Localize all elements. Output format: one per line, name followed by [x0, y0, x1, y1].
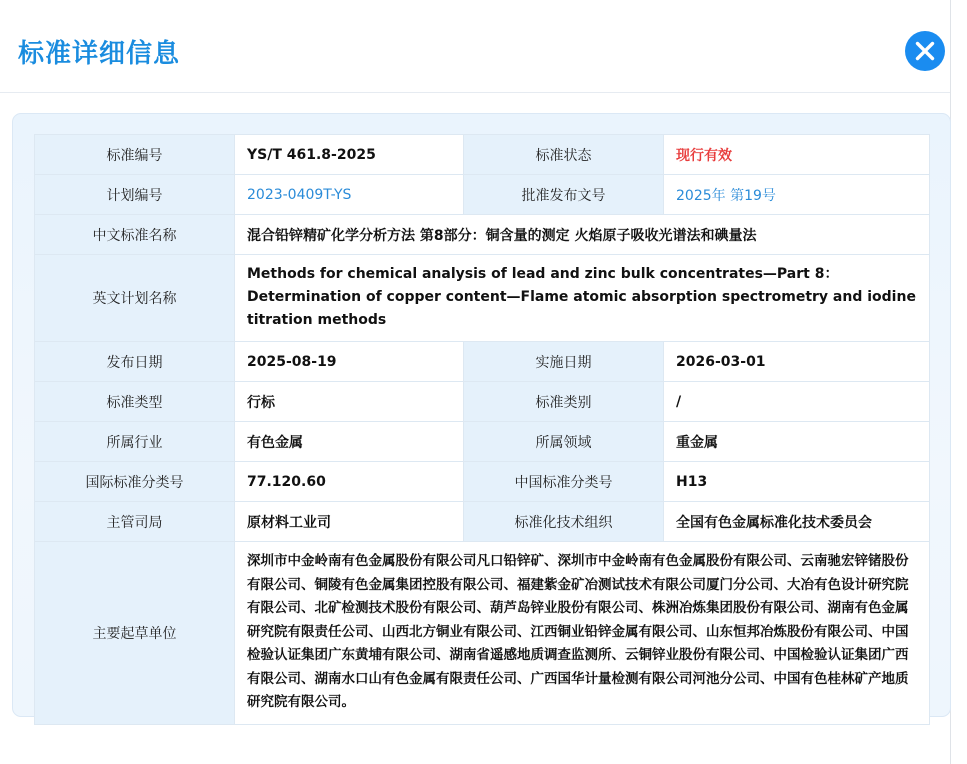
drafters-value: 深圳市中金岭南有色金属股份有限公司凡口铅锌矿、深圳市中金岭南有色金属股份有限公司、云南驰宏锌锗股份有限公司、铜陵有色金属集团控股有限公司、福建紫金矿冶测试技术有限公司厦门分公司、大冶有色设计研究院有限公司、北矿检测技术股份有限公司、葫芦岛锌业股份有限公司、株洲冶炼集团股份有限公司、湖南有色金属研究院有限责任公司、山西北方铜业有限公司、江西铜业铅锌金属有限公司、山东恒邦冶炼股份有限公司、中国检验认证集团广东黄埔有限公司、湖南省遥感地质调查监测所、云铜锌业股份有限公司、中国检验认证集团广西有限公司、湖南水口山有色金属有限责任公司、广西国华计量检测有限公司河池分公司、中国有色桂林矿产地质研究院有限公司。 [235, 542, 930, 725]
standard-status-label: 标准状态 [464, 135, 664, 175]
table-row [35, 215, 930, 255]
dialog-header [0, 0, 950, 93]
table-row [35, 462, 930, 502]
approval-doc-link[interactable]: 2025年 第19号 [664, 175, 930, 215]
impl-date-value: 2026-03-01 [664, 342, 930, 382]
ccs-label: 中国标准分类号 [464, 462, 664, 502]
close-button[interactable] [905, 31, 945, 71]
category-label: 标准类别 [464, 382, 664, 422]
dialog-title: 标准详细信息 [18, 39, 181, 69]
plan-number-label: 计划编号 [35, 175, 235, 215]
background-edge [951, 0, 967, 764]
table-row [35, 422, 930, 462]
standard-number-value: YS/T 461.8-2025 [235, 135, 464, 175]
ics-value: 77.120.60 [235, 462, 464, 502]
detail-card [12, 113, 951, 717]
release-date-value: 2025-08-19 [235, 342, 464, 382]
drafters-label: 主要起草单位 [35, 542, 235, 725]
standard-status-value: 现行有效 [664, 135, 930, 175]
type-value: 行标 [235, 382, 464, 422]
standard-number-label: 标准编号 [35, 135, 235, 175]
en-name-value: Methods for chemical analysis of lead and zinc bulk concentrates—Part 8：Determination of copper content—Flame atomic absorption spectrometry and iodine titration methods [235, 255, 930, 342]
cn-name-label: 中文标准名称 [35, 215, 235, 255]
industry-value: 有色金属 [235, 422, 464, 462]
table-row [35, 382, 930, 422]
cn-name-value: 混合铅锌精矿化学分析方法 第8部分：铜含量的测定 火焰原子吸收光谱法和碘量法 [235, 215, 930, 255]
tech-org-label: 标准化技术组织 [464, 502, 664, 542]
table-row [35, 135, 930, 175]
authority-label: 主管司局 [35, 502, 235, 542]
ics-label: 国际标准分类号 [35, 462, 235, 502]
close-icon [905, 31, 945, 71]
table-row [35, 175, 930, 215]
tech-org-value: 全国有色金属标准化技术委员会 [664, 502, 930, 542]
type-label: 标准类型 [35, 382, 235, 422]
release-date-label: 发布日期 [35, 342, 235, 382]
en-name-label: 英文计划名称 [35, 255, 235, 342]
approval-doc-label: 批准发布文号 [464, 175, 664, 215]
industry-label: 所属行业 [35, 422, 235, 462]
impl-date-label: 实施日期 [464, 342, 664, 382]
domain-label: 所属领域 [464, 422, 664, 462]
category-value: / [664, 382, 930, 422]
ccs-value: H13 [664, 462, 930, 502]
table-row [35, 542, 930, 725]
table-row [35, 255, 930, 342]
plan-number-link[interactable]: 2023-0409T-YS [235, 175, 464, 215]
table-row [35, 342, 930, 382]
authority-value: 原材料工业司 [235, 502, 464, 542]
detail-table [34, 134, 930, 725]
table-row [35, 502, 930, 542]
domain-value: 重金属 [664, 422, 930, 462]
